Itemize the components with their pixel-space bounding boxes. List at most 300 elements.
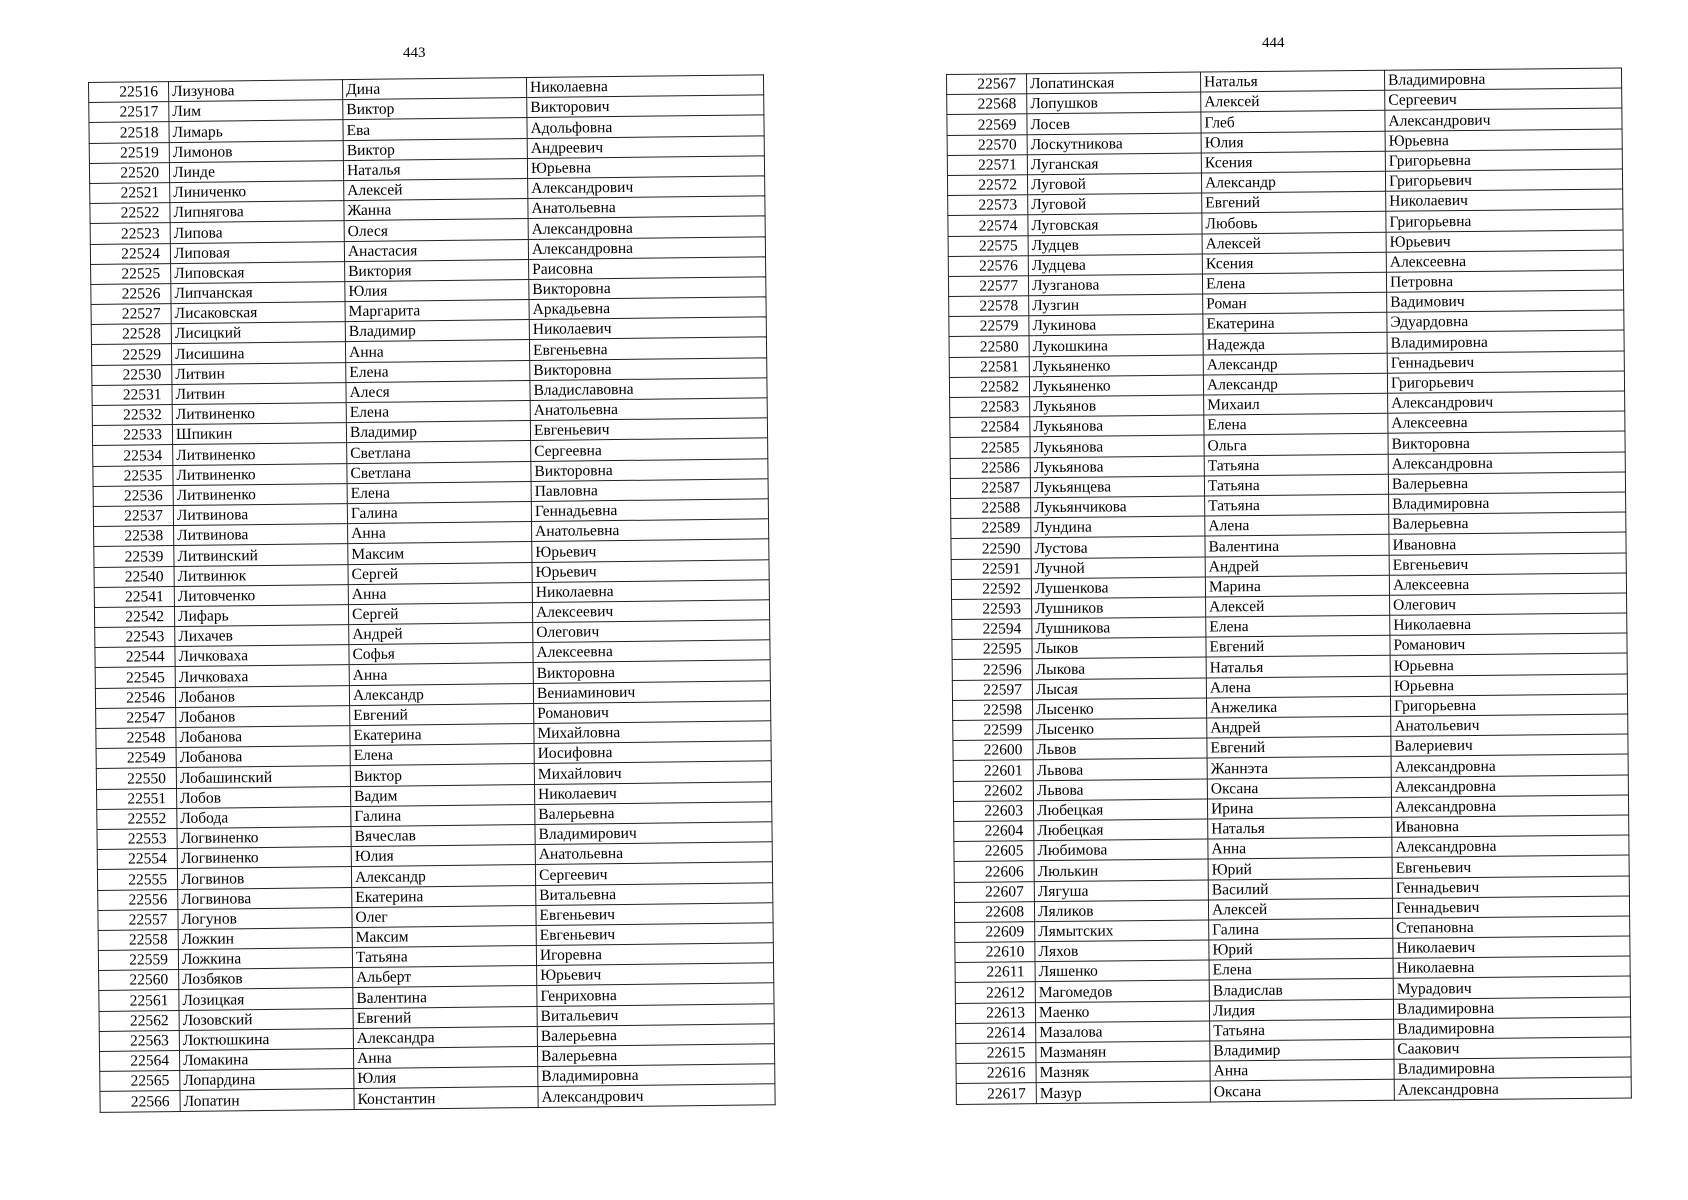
surname-cell: Ляшенко [1035,960,1209,982]
row-number-cell: 22592 [951,578,1031,599]
row-number-cell: 22572 [947,175,1027,196]
surname-cell: Лукьянов [1030,395,1204,417]
first-name-cell: Екатерина [1203,313,1387,335]
row-number-cell: 22558 [98,929,178,950]
surname-cell: Лузгин [1029,294,1203,316]
patronymic-cell: Вадимович [1387,290,1624,312]
first-name-cell: Татьяна [1204,474,1388,496]
patronymic-cell: Витальевна [536,882,773,905]
surname-cell: Литвиненко [173,443,347,465]
row-number-cell: 22601 [953,760,1033,781]
patronymic-cell: Евгеньевна [529,337,766,360]
patronymic-cell: Сергеевна [531,438,768,461]
patronymic-cell: Юрьевич [532,539,769,562]
surname-cell: Лузганова [1028,274,1202,296]
patronymic-cell: Владимировна [1389,492,1626,514]
row-number-cell: 22559 [98,950,178,971]
patronymic-cell: Владимировна [1393,997,1630,1019]
patronymic-cell: Александровна [1388,452,1625,474]
first-name-cell: Максим [348,542,532,564]
row-number-cell: 22594 [952,619,1032,640]
first-name-cell: Михаил [1204,393,1388,415]
surname-cell: Ложкина [178,948,352,970]
surname-cell: Лушникова [1032,617,1206,639]
row-number-cell: 22554 [97,849,177,870]
patronymic-cell: Юрьевна [1385,129,1622,151]
patronymic-cell: Александрович [528,176,765,199]
patronymic-cell: Александровна [1391,754,1628,776]
first-name-cell: Анжелика [1207,696,1391,718]
surname-cell: Литовченко [174,584,348,606]
first-name-cell: Алексей [344,178,528,200]
first-name-cell: Анастасия [344,239,528,261]
first-name-cell: Виктор [343,98,527,120]
patronymic-cell: Евгеньевич [536,902,773,925]
left-table-body [89,75,776,1112]
row-number-cell: 22609 [955,922,1035,943]
first-name-cell: Ксения [1201,151,1385,173]
row-number-cell: 22577 [948,276,1028,297]
surname-cell: Львов [1033,738,1207,760]
first-name-cell: Андрей [349,623,533,645]
row-number-cell: 22583 [950,397,1030,418]
row-number-cell: 22518 [89,122,169,143]
patronymic-cell: Алексеевна [1388,411,1625,433]
first-name-cell: Юлия [345,279,529,301]
row-number-cell: 22578 [949,296,1029,317]
patronymic-cell: Юрьевна [527,156,764,179]
row-number-cell: 22571 [947,154,1027,175]
surname-cell: Лифарь [174,604,348,626]
row-number-cell: 22607 [954,881,1034,902]
row-number-cell: 22533 [92,425,172,446]
patronymic-cell: Петровна [1386,270,1623,292]
first-name-cell: Ирина [1207,797,1391,819]
surname-cell: Мазалова [1036,1021,1210,1043]
first-name-cell: Владислав [1209,979,1393,1001]
first-name-cell: Светлана [347,441,531,463]
row-number-cell: 22555 [97,869,177,890]
patronymic-cell: Владимировна [1384,68,1621,90]
first-name-cell: Юрий [1208,858,1392,880]
patronymic-cell: Викторович [527,95,764,118]
row-number-cell: 22614 [956,1022,1036,1043]
row-number-cell: 22596 [952,659,1032,680]
row-number-cell: 22585 [950,437,1030,458]
first-name-cell: Наталья [1200,70,1384,92]
surname-cell: Лукьяненко [1029,355,1203,377]
patronymic-cell: Юрьевич [537,963,774,986]
patronymic-cell: Алексеевна [1386,250,1623,272]
row-number-cell: 22600 [953,740,1033,761]
surname-cell: Лопатинская [1027,72,1201,94]
patronymic-cell: Александровна [1391,775,1628,797]
first-name-cell: Олеся [344,219,528,241]
first-name-cell: Ева [343,118,527,140]
patronymic-cell: Валерьевна [1388,472,1625,494]
patronymic-cell: Ивановна [1389,532,1626,554]
first-name-cell: Алексей [1208,898,1392,920]
first-name-cell: Александр [1203,373,1387,395]
surname-cell: Литвиненко [173,463,347,485]
patronymic-cell: Александровна [1394,1077,1631,1099]
surname-cell: Лямытских [1035,920,1209,942]
patronymic-cell: Евгеньевич [530,418,767,441]
first-name-cell: Владимир [345,320,529,342]
surname-cell: Линиченко [170,181,344,203]
patronymic-cell: Раисовна [529,257,766,280]
row-number-cell: 22556 [98,889,178,910]
patronymic-cell: Владимировна [1387,330,1624,352]
row-number-cell: 22529 [91,344,171,365]
first-name-cell: Ольга [1204,434,1388,456]
patronymic-cell: Романович [534,701,771,724]
surname-cell: Лушенкова [1031,577,1205,599]
first-name-cell: Елена [1204,413,1388,435]
surname-cell: Лягуша [1034,880,1208,902]
first-name-cell: Валентина [1205,535,1389,557]
first-name-cell: Ксения [1202,252,1386,274]
row-number-cell: 22606 [954,861,1034,882]
patronymic-cell: Михайловна [534,721,771,744]
patronymic-cell: Николаевич [534,781,771,804]
patronymic-cell: Евгеньевич [1389,552,1626,574]
surname-cell: Лукьянцева [1030,476,1204,498]
patronymic-cell: Геннадьевич [1392,896,1629,918]
row-number-cell: 22573 [948,195,1028,216]
patronymic-cell: Евгеньевич [536,923,773,946]
patronymic-cell: Сергеевич [535,862,772,885]
first-name-cell: Роман [1203,292,1387,314]
row-number-cell: 22524 [90,243,170,264]
row-number-cell: 22522 [90,203,170,224]
row-number-cell: 22534 [93,445,173,466]
patronymic-cell: Владимировна [1394,1017,1631,1039]
row-number-cell: 22547 [96,707,176,728]
surname-cell: Лоскутникова [1027,133,1201,155]
first-name-cell: Жанна [344,199,528,221]
patronymic-cell: Юрьевич [1386,230,1623,252]
row-number-cell: 22545 [95,667,175,688]
first-name-cell: Екатерина [352,885,536,907]
row-number-cell: 22599 [953,720,1033,741]
surname-cell: Луговская [1028,213,1202,235]
first-name-cell: Евгений [353,1006,537,1028]
row-number-cell: 22538 [94,526,174,547]
patronymic-cell: Иосифовна [534,741,771,764]
row-number-cell: 22610 [955,942,1035,963]
surname-cell: Лим [169,100,343,122]
patronymic-cell: Алексеевич [532,600,769,623]
first-name-cell: Надежда [1203,333,1387,355]
row-number-cell: 22617 [956,1083,1036,1104]
row-number-cell: 22519 [89,142,169,163]
patronymic-cell: Александрович [538,1084,775,1107]
first-name-cell: Светлана [347,461,531,483]
patronymic-cell: Владимировна [538,1064,775,1087]
row-number-cell: 22613 [955,1002,1035,1023]
surname-cell: Липовская [171,261,345,283]
surname-cell: Лобода [177,806,351,828]
patronymic-cell: Анатольевна [532,519,769,542]
row-number-cell: 22615 [956,1043,1036,1064]
patronymic-cell: Викторовна [529,277,766,300]
patronymic-cell: Адольфовна [527,115,764,138]
patronymic-cell: Николаевна [1393,956,1630,978]
surname-cell: Литвинова [174,524,348,546]
surname-cell: Личковаха [175,665,349,687]
surname-cell: Любецкая [1034,819,1208,841]
surname-cell: Лукошкина [1029,334,1203,356]
row-number-cell: 22590 [951,538,1031,559]
first-name-cell: Елена [346,401,530,423]
surname-cell: Лобанов [175,685,349,707]
patronymic-cell: Саакович [1394,1037,1631,1059]
row-number-cell: 22543 [95,627,175,648]
patronymic-cell: Олегович [1390,593,1627,615]
surname-cell: Литвин [172,362,346,384]
first-name-cell: Анна [1210,1059,1394,1081]
row-number-cell: 22588 [951,498,1031,519]
row-number-cell: 22535 [93,465,173,486]
row-number-cell: 22603 [953,800,1033,821]
first-name-cell: Олег [352,905,536,927]
first-name-cell: Наталья [1206,656,1390,678]
first-name-cell: Анна [348,582,532,604]
first-name-cell: Юлия [351,845,535,867]
first-name-cell: Сергей [348,562,532,584]
row-number-cell: 22557 [98,909,178,930]
surname-cell: Львова [1033,758,1207,780]
surname-cell: Липчанская [171,281,345,303]
surname-cell: Мазур [1036,1081,1210,1103]
surname-cell: Луговой [1028,193,1202,215]
first-name-cell: Елена [1206,615,1390,637]
first-name-cell: Александр [1201,171,1385,193]
surname-cell: Лукьянчикова [1031,496,1205,518]
surname-cell: Лопушков [1027,92,1201,114]
row-number-cell: 22551 [97,788,177,809]
surname-cell: Лысая [1032,678,1206,700]
row-number-cell: 22521 [90,183,170,204]
surname-cell: Лозицкая [179,988,353,1010]
row-number-cell: 22546 [95,687,175,708]
left-page-number: 443 [403,45,426,61]
row-number-cell: 22541 [94,586,174,607]
first-name-cell: Виктория [345,259,529,281]
surname-cell: Липовая [170,241,344,263]
first-name-cell: Галина [347,501,531,523]
first-name-cell: Оксана [1207,777,1391,799]
patronymic-cell: Олегович [533,620,770,643]
row-number-cell: 22589 [951,518,1031,539]
surname-cell: Лукьянова [1030,456,1204,478]
first-name-cell: Дина [342,78,526,100]
surname-cell: Лобанова [176,726,350,748]
surname-cell: Лыков [1032,637,1206,659]
patronymic-cell: Николаевна [526,75,763,98]
first-name-cell: Юлия [354,1067,538,1089]
surname-cell: Лисицкий [171,322,345,344]
row-number-cell: 22565 [100,1071,180,1092]
patronymic-cell: Николаевна [1390,613,1627,635]
first-name-cell: Андрей [1205,555,1389,577]
patronymic-cell: Геннадьевич [1392,875,1629,897]
first-name-cell: Максим [352,925,536,947]
surname-cell: Лудцев [1028,234,1202,256]
patronymic-cell: Витальевич [537,1003,774,1026]
first-name-cell: Александр [349,683,533,705]
patronymic-cell: Владимирович [535,822,772,845]
patronymic-cell: Аркадьевна [529,297,766,320]
row-number-cell: 22576 [948,255,1028,276]
first-name-cell: Елена [350,744,534,766]
surname-cell: Ложкин [178,927,352,949]
row-number-cell: 22526 [91,283,171,304]
first-name-cell: Глеб [1201,111,1385,133]
row-number-cell: 22612 [955,982,1035,1003]
first-name-cell: Вячеслав [351,824,535,846]
surname-cell: Маенко [1035,1001,1209,1023]
row-number-cell: 22595 [952,639,1032,660]
surname-cell: Локтюшкина [179,1028,353,1050]
first-name-cell: Елена [347,481,531,503]
right-table-body [947,68,1632,1104]
right-page-table [946,68,1632,1105]
patronymic-cell: Евгеньевич [1392,855,1629,877]
first-name-cell: Вадим [351,784,535,806]
row-number-cell: 22586 [950,457,1030,478]
left-page-table [88,74,776,1112]
first-name-cell: Галина [1209,918,1393,940]
surname-cell: Логунов [178,907,352,929]
patronymic-cell: Викторовна [531,458,768,481]
row-number-cell: 22568 [947,94,1027,115]
first-name-cell: Татьяна [1210,1019,1394,1041]
row-number-cell: 22516 [89,82,169,103]
row-number-cell: 22574 [948,215,1028,236]
surname-cell: Линде [169,160,343,182]
first-name-cell: Владимир [346,421,530,443]
row-number-cell: 22582 [949,377,1029,398]
row-number-cell: 22563 [99,1030,179,1051]
patronymic-cell: Владимировна [1394,1057,1631,1079]
patronymic-cell: Анатольевич [1391,714,1628,736]
first-name-cell: Александра [353,1026,537,1048]
surname-cell: Литвинова [173,504,347,526]
row-number-cell: 22544 [95,647,175,668]
row-number-cell: 22591 [951,558,1031,579]
patronymic-cell: Геннадьевич [1387,351,1624,373]
surname-cell: Ляхов [1035,940,1209,962]
row-number-cell: 22593 [952,599,1032,620]
surname-cell: Луганская [1027,153,1201,175]
first-name-cell: Алеся [346,380,530,402]
first-name-cell: Маргарита [345,300,529,322]
patronymic-cell: Николаевич [1386,189,1623,211]
row-number-cell: 22523 [90,223,170,244]
first-name-cell: Александр [351,865,535,887]
first-name-cell: Алена [1206,676,1390,698]
first-name-cell: Наталья [1208,817,1392,839]
surname-cell: Литвиненко [173,483,347,505]
patronymic-cell: Николаевич [529,317,766,340]
surname-cell: Липнягова [170,201,344,223]
row-number-cell: 22587 [950,477,1030,498]
surname-cell: Лукьянова [1030,435,1204,457]
patronymic-cell: Александровна [528,216,765,239]
first-name-cell: Анна [348,522,532,544]
surname-cell: Луговой [1027,173,1201,195]
row-number-cell: 22517 [89,102,169,123]
surname-cell: Львова [1033,779,1207,801]
first-name-cell: Алексей [1202,232,1386,254]
first-name-cell: Евгений [1207,736,1391,758]
surname-cell: Лисаковская [171,302,345,324]
first-name-cell: Виктор [343,138,527,160]
surname-cell: Логвиненко [177,847,351,869]
surname-cell: Лозбяков [179,968,353,990]
surname-cell: Любецкая [1033,799,1207,821]
first-name-cell: Сергей [348,602,532,624]
surname-cell: Лопардина [180,1069,354,1091]
first-name-cell: Евгений [1206,636,1390,658]
patronymic-cell: Анатольевна [535,842,772,865]
first-name-cell: Анна [353,1046,537,1068]
row-number-cell: 22530 [92,364,172,385]
row-number-cell: 22616 [956,1063,1036,1084]
patronymic-cell: Анатольевна [528,196,765,219]
first-name-cell: Елена [346,360,530,382]
patronymic-cell: Григорьевна [1385,149,1622,171]
row-number-cell: 22548 [96,728,176,749]
row-number-cell: 22562 [99,1010,179,1031]
surname-cell: Лосев [1027,112,1201,134]
patronymic-cell: Валерьевна [1389,512,1626,534]
row-number-cell: 22525 [91,263,171,284]
patronymic-cell: Григорьевна [1386,209,1623,231]
first-name-cell: Юлия [1201,131,1385,153]
surname-cell: Липова [170,221,344,243]
row-number-cell: 22566 [100,1091,180,1112]
patronymic-cell: Григорьевич [1387,371,1624,393]
first-name-cell: Татьяна [1204,454,1388,476]
surname-cell: Лыкова [1032,657,1206,679]
first-name-cell: Анна [1208,837,1392,859]
row-number-cell: 22604 [954,821,1034,842]
surname-cell: Ляликов [1034,900,1208,922]
right-page-number: 444 [1262,35,1285,51]
row-number-cell: 22539 [94,546,174,567]
surname-cell: Мазманян [1036,1041,1210,1063]
patronymic-cell: Александрович [1385,108,1622,130]
surname-cell: Шпикин [172,423,346,445]
surname-cell: Лысенко [1033,698,1207,720]
patronymic-cell: Викторовна [1388,431,1625,453]
first-name-cell: Лидия [1209,999,1393,1021]
surname-cell: Лукьяненко [1029,375,1203,397]
patronymic-cell: Григорьевна [1390,694,1627,716]
row-number-cell: 22608 [954,901,1034,922]
surname-cell: Лозовский [179,1008,353,1030]
row-number-cell: 22570 [947,134,1027,155]
patronymic-cell: Валериевич [1391,734,1628,756]
row-number-cell: 22537 [93,505,173,526]
row-number-cell: 22569 [947,114,1027,135]
surname-cell: Ломакина [179,1049,353,1071]
surname-cell: Лушников [1032,597,1206,619]
patronymic-cell: Юрьевич [532,559,769,582]
